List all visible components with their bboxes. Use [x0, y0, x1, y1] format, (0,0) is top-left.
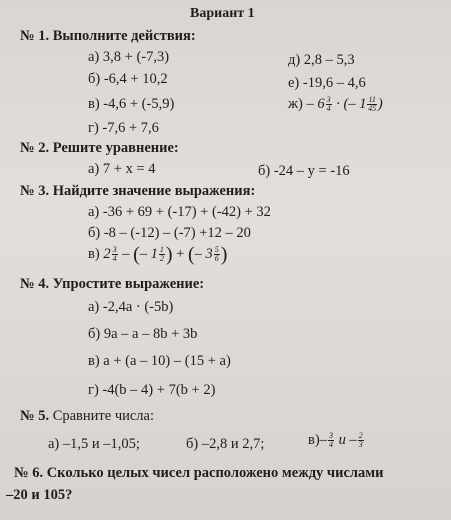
- task3-item-v: в) 2 $\frac{3}{4}$ – (– 1 $\frac{1}{2}$ ) + (– 3 $\frac{5}{6}$ ): [88, 243, 228, 266]
- task3-v-fraction1: $\frac{3}{4}$: [112, 245, 117, 264]
- task4-item-g: г) -4(b – 4) + 7(b + 2): [88, 382, 216, 398]
- task5-v-label: в)–: [308, 432, 327, 448]
- task3-item-b: б) -8 – (-12) – (-7) +12 – 20: [88, 225, 251, 241]
- task1-zh-end: ): [377, 96, 383, 112]
- task2-item-b: б) -24 – y = -16: [258, 163, 350, 179]
- task6-line2: –20 и 105?: [6, 487, 73, 503]
- task1-zh-mid: · (– 1: [336, 96, 367, 112]
- task5-v-fraction1: $\frac{3}{4}$: [328, 431, 333, 450]
- task1-item-v: в) -4,6 + (-5,9): [88, 96, 175, 112]
- task1-zh-fraction2: $\frac{11}{45}$: [368, 95, 377, 114]
- task6-number: № 6.: [14, 465, 44, 481]
- task1-number: № 1.: [20, 28, 50, 44]
- task1-item-d: д) 2,8 – 5,3: [288, 52, 355, 68]
- task1-heading: [20, 28, 196, 44]
- task1-item-a: а) 3,8 + (-7,3): [88, 49, 170, 65]
- task2-item-a: а) 7 + x = 4: [88, 161, 156, 177]
- task1-zh-fraction1: $\frac{3}{4}$: [326, 95, 331, 114]
- task4-item-a: а) -2,4a · (-5b): [88, 299, 174, 315]
- task3-text: Найдите значение выражения:: [52, 183, 256, 199]
- task6-heading: [14, 465, 384, 481]
- task1-item-e: е) -19,6 – 4,6: [288, 75, 366, 91]
- task2-text: Решите уравнение:: [52, 140, 179, 156]
- task5-v-fraction2: $\frac{2}{3}$: [358, 431, 363, 450]
- task5-heading: [20, 408, 154, 424]
- task3-heading: [20, 183, 255, 199]
- task3-item-a: а) -36 + 69 + (-17) + (-42) + 32: [88, 204, 271, 220]
- task5-text: Сравните числа:: [52, 408, 155, 424]
- task1-zh-whole: – 6: [306, 96, 325, 112]
- task3-v-fraction2: $\frac{1}{2}$: [159, 245, 164, 264]
- task6-text: Сколько целых чисел расположено между числами: [46, 465, 384, 481]
- task4-heading: [20, 276, 204, 292]
- task1-item-b: б) -6,4 + 10,2: [88, 71, 168, 87]
- task4-item-v: в) a + (a – 10) – (15 + a): [88, 353, 231, 369]
- task2-number: № 2.: [20, 140, 50, 156]
- task4-number: № 4.: [20, 276, 50, 292]
- task5-number: № 5.: [20, 408, 50, 424]
- task1-text: Выполните действия:: [52, 28, 196, 44]
- variant-title: Вариант 1: [190, 6, 255, 21]
- task3-v-label: в): [88, 246, 100, 262]
- task5-item-b: б) –2,8 и 2,7;: [186, 436, 265, 452]
- task1-zh-label: ж): [288, 96, 303, 112]
- task3-v-fraction3: $\frac{5}{6}$: [214, 245, 219, 264]
- task1-item-zh: [288, 96, 383, 113]
- task2-heading: [20, 140, 179, 156]
- task5-item-a: а) –1,5 и –1,05;: [48, 436, 140, 452]
- task3-number: № 3.: [20, 183, 50, 199]
- task5-item-v: в)– $\frac{3}{4}$ и – $\frac{2}{3}$: [308, 431, 363, 450]
- task4-item-b: б) 9a – a – 8b + 3b: [88, 326, 198, 342]
- task4-text: Упростите выражение:: [52, 276, 205, 292]
- task1-item-g: г) -7,6 + 7,6: [88, 120, 159, 136]
